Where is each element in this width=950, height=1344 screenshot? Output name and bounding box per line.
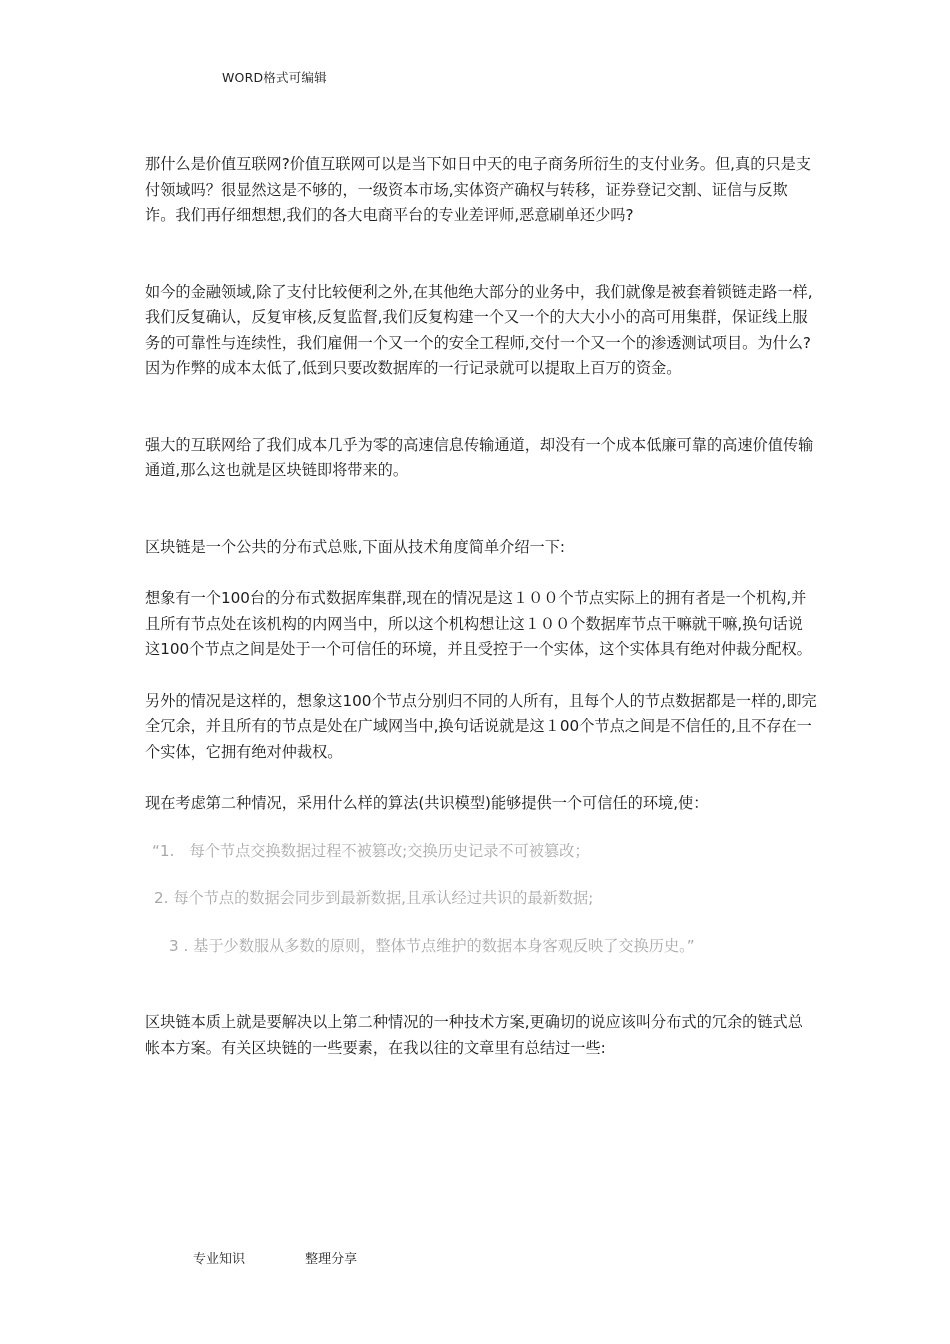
quote-item-1: “1. 每个节点交换数据过程不被篡改;交换历史记录不可被篡改； (152, 841, 590, 860)
paragraph-scenario-two: 另外的情况是这样的，想象这100个节点分别归不同的人所有，且每个人的节点数据都是一样的,即完全冗余，并且所有的节点是处在广域网当中,换句话说就是这１00个节点之间是不信任的,且不存在一个实体，它拥有绝对仲裁权。 (145, 691, 817, 761)
footer-right-label: 整理分享 (305, 1252, 358, 1267)
paragraph-ledger-intro: 区块链是一个公共的分布式总账,下面从技术角度简单介绍一下: (145, 537, 566, 556)
paragraph-value-internet: 那什么是价值互联网?价值互联网可以是当下如日中天的电子商务所衍生的支付业务。但,真的只是支付领域吗？很显然这是不够的，一级资本市场,实体资产确权与转移，证券登记交割、证信与反欺诈。我们再仔细想想,我们的各大电商平台的专业差评师,恶意刷单还少吗? (145, 155, 811, 224)
paragraph-scenario-one: 想象有一个100台的分布式数据库集群,现在的情况是这１００个节点实际上的拥有者是一个机构,并且所有节点处在该机构的内网当中，所以这个机构想让这１００个数据库节点干嘛就干嘛,换句话说这100个节点之间是处于一个可信任的环境，并且受控于一个实体，这个实体具有绝对仲裁分配权。 (145, 589, 812, 658)
header-label: WORD格式可编辑 (222, 70, 327, 85)
document-body (145, 152, 817, 1061)
paragraph-closing: 区块链本质上就是要解决以上第二种情况的一种技术方案,更确切的说应该叫分布式的冗余的链式总帐本方案。有关区块链的一些要素，在我以往的文章里有总结过一些: (145, 1013, 803, 1057)
quote-item-2: 2. 每个节点的数据会同步到最新数据,且承认经过共识的最新数据; (154, 889, 594, 907)
quote-block (145, 839, 817, 960)
page-footer (193, 1248, 357, 1267)
footer-left-label: 专业知识 (193, 1252, 246, 1267)
quote-item-3: 3 . 基于少数服从多数的原则，整体节点维护的数据本身客观反映了交换历史。” (169, 936, 695, 955)
paragraph-internet-channel: 强大的互联网给了我们成本几乎为零的高速信息传输通道，却没有一个成本低廉可靠的高速价值传输通道,那么这也就是区块链即将带来的。 (145, 435, 814, 479)
paragraph-consensus-question: 现在考虑第二种情况，采用什么样的算法(共识模型)能够提供一个可信任的环境,使： (145, 794, 709, 812)
page-header (222, 68, 327, 86)
paragraph-finance: 如今的金融领域,除了支付比较便利之外,在其他绝大部分的业务中，我们就像是被套着锁链走路一样,我们反复确认，反复审核,反复监督,我们反复构建一个又一个的大大小小的高可用集群，保证线上服务的可靠性与连续性，我们雇佣一个又一个的安全工程师,交付一个又一个的渗透测试项目。为什么?因为作弊的成本太低了,低到只要改数据库的一行记录就可以提取上百万的资金。 (145, 282, 813, 377)
